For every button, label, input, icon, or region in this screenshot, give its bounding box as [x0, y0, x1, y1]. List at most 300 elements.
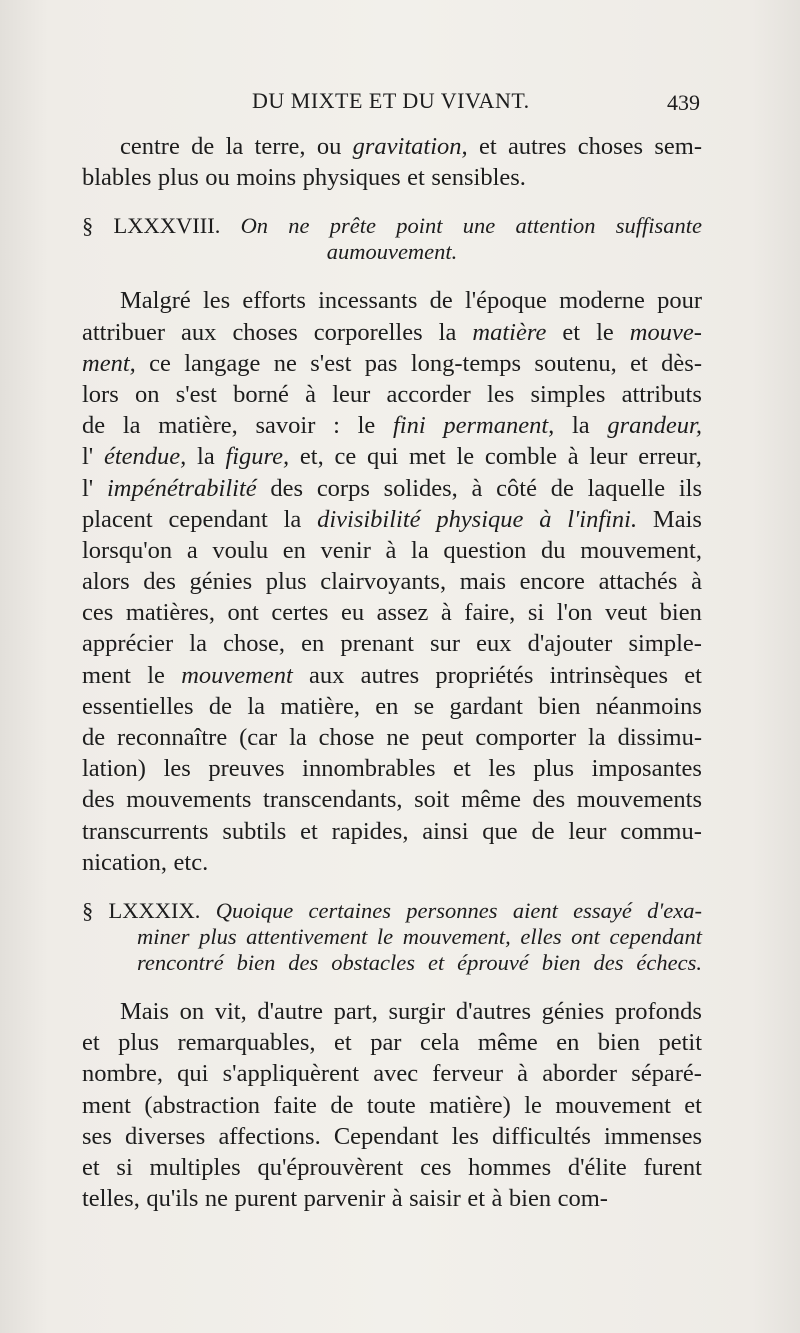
- word: et: [453, 755, 471, 783]
- word: savoir: [255, 412, 316, 440]
- word: soit: [414, 786, 450, 814]
- word: difficultés: [492, 1122, 591, 1150]
- word: preuves: [208, 755, 285, 783]
- word: les: [163, 755, 191, 783]
- word: placent: [82, 505, 153, 533]
- word: à: [305, 380, 316, 408]
- word: matière,: [280, 692, 360, 720]
- word: ils: [678, 474, 702, 502]
- word: des: [143, 568, 176, 596]
- page-header: [80, 88, 700, 118]
- word: ment: [82, 661, 131, 689]
- word: simples: [530, 380, 606, 408]
- word: erreur,: [638, 443, 702, 471]
- word: faire,: [464, 599, 516, 627]
- word: l': [82, 474, 94, 502]
- word: venir: [320, 536, 371, 564]
- word: à: [440, 599, 452, 627]
- word: qui: [177, 1060, 209, 1088]
- spacer: [82, 878, 702, 898]
- word: ne: [386, 724, 410, 751]
- word: se: [413, 692, 435, 720]
- word: l'infini.: [567, 505, 638, 533]
- word: imposantes: [591, 755, 702, 783]
- text-line: [82, 162, 702, 193]
- text-line: [82, 410, 702, 441]
- word: Mais: [120, 997, 169, 1025]
- word: et,: [299, 443, 324, 471]
- text-line: [82, 722, 702, 753]
- section-heading: [82, 213, 702, 265]
- word: et: [467, 1185, 486, 1213]
- word: affections.: [218, 1122, 321, 1150]
- word: à: [539, 505, 552, 533]
- word: et: [300, 817, 318, 845]
- word: échecs.: [636, 949, 702, 975]
- word: de: [330, 1091, 354, 1119]
- spacer: [82, 193, 702, 213]
- text-line: [82, 691, 702, 722]
- word: ont: [227, 599, 259, 627]
- word: matière): [429, 1091, 511, 1119]
- text-line: [82, 504, 702, 535]
- word: ment,: [82, 349, 136, 377]
- word: grandeur,: [607, 412, 702, 440]
- word: attachés: [598, 568, 678, 596]
- word: personnes: [406, 897, 498, 923]
- word: reconnaître: [117, 724, 228, 751]
- word: à: [385, 536, 397, 564]
- word: on: [179, 997, 205, 1025]
- word: ment: [82, 1091, 131, 1119]
- word: surgir: [388, 997, 446, 1025]
- word: plus: [157, 164, 199, 192]
- word: des: [593, 949, 624, 975]
- word: elles: [520, 923, 562, 949]
- word: à: [567, 443, 579, 471]
- word: génies: [541, 997, 605, 1025]
- word: pas: [364, 349, 398, 377]
- word: en: [556, 1029, 580, 1057]
- word: matière: [472, 318, 547, 346]
- word: physique: [436, 505, 524, 533]
- word: et: [334, 1029, 352, 1057]
- word: efforts: [242, 287, 306, 315]
- word: LXXXIX.: [108, 897, 201, 923]
- word: alors: [82, 568, 130, 596]
- word: subtils: [222, 817, 287, 845]
- word: de: [191, 133, 215, 160]
- word: bien: [659, 599, 702, 627]
- word: le: [357, 412, 376, 440]
- word: comble: [484, 443, 558, 471]
- text-line: [82, 753, 702, 784]
- word: bien: [236, 949, 276, 975]
- word: avec: [373, 1060, 419, 1088]
- text-line: [82, 950, 702, 976]
- word: sensibles.: [431, 164, 526, 192]
- word: en: [282, 536, 306, 564]
- word: Quoique: [215, 897, 294, 923]
- word: attribuer: [82, 318, 165, 346]
- word: clairvoyants,: [320, 568, 447, 596]
- word: plus: [265, 568, 307, 596]
- text-line: [82, 379, 702, 410]
- text-line: [82, 441, 702, 472]
- word: blables: [82, 164, 152, 192]
- word: chose: [318, 724, 375, 751]
- word: attention: [515, 213, 596, 239]
- spacer: [82, 265, 702, 285]
- text-line: [82, 784, 702, 815]
- word: plus: [533, 755, 575, 783]
- word: étendue,: [103, 443, 187, 471]
- word: ferveur: [432, 1060, 503, 1088]
- word: immenses: [603, 1122, 702, 1150]
- word: ses: [82, 1122, 112, 1150]
- word: par: [370, 1029, 402, 1057]
- word: et: [684, 1091, 702, 1119]
- word: encore: [519, 568, 585, 596]
- text-line: [82, 1183, 702, 1214]
- word: autres: [360, 661, 420, 689]
- word: moins: [236, 164, 297, 192]
- word: la: [438, 318, 457, 346]
- word: mouvement,: [580, 536, 702, 564]
- word: leur: [332, 380, 371, 408]
- word: incessants: [318, 287, 418, 315]
- paragraph: [82, 131, 702, 193]
- word: des: [82, 786, 115, 814]
- word: nication,: [82, 848, 168, 876]
- word: l'époque: [464, 287, 547, 315]
- text-line: [82, 1090, 702, 1121]
- word: les: [451, 1122, 479, 1150]
- word: essayé: [573, 897, 632, 923]
- word: attributs: [621, 380, 702, 408]
- word: la: [411, 536, 429, 564]
- text-line: [82, 239, 702, 265]
- word: veut: [604, 599, 648, 627]
- word: commu-: [620, 817, 702, 845]
- word: s'est: [175, 380, 217, 408]
- word: le: [596, 318, 614, 346]
- word: et: [82, 1153, 100, 1181]
- word: ou: [316, 133, 342, 160]
- word: met: [409, 443, 446, 471]
- word: et: [82, 1029, 100, 1057]
- word: à: [471, 474, 483, 502]
- word: langage: [184, 349, 261, 377]
- word: d'ajouter: [527, 630, 613, 658]
- word: cela: [419, 1029, 460, 1057]
- word: et: [562, 318, 581, 346]
- text-line: [82, 348, 702, 379]
- word: mouvements: [126, 786, 252, 814]
- word: la: [247, 692, 266, 720]
- word: d'exa-: [647, 897, 702, 923]
- word: corporelles: [313, 318, 423, 346]
- word: le: [456, 443, 475, 471]
- word: §: [82, 897, 94, 923]
- word: miner: [137, 923, 190, 949]
- word: mouve-: [629, 318, 702, 346]
- word: et: [407, 164, 425, 192]
- word: même: [477, 1029, 538, 1057]
- word: impénétrabilité: [106, 474, 257, 502]
- word: leur: [589, 443, 628, 471]
- word: physiques: [302, 164, 401, 192]
- word: mouvement.: [349, 239, 458, 265]
- word: aborder: [542, 1060, 618, 1088]
- word: cependant: [168, 505, 268, 533]
- text-line: [82, 473, 702, 504]
- word: le: [376, 923, 394, 949]
- text-line: [82, 847, 702, 878]
- word: une: [462, 213, 496, 239]
- word: laquelle: [587, 474, 666, 502]
- text-line: [82, 566, 702, 597]
- word: comporter: [475, 724, 577, 751]
- word: en: [375, 692, 399, 720]
- word: de: [429, 287, 453, 315]
- word: à: [517, 1060, 529, 1088]
- word: mouvements: [576, 786, 702, 814]
- word: bien: [508, 1185, 552, 1213]
- word: question: [443, 536, 527, 564]
- word: prenant: [340, 630, 414, 658]
- running-head: DU MIXTE ET DU VIVANT.: [252, 88, 530, 113]
- word: telles,: [82, 1185, 140, 1213]
- word: soutenu,: [534, 349, 617, 377]
- word: lors: [82, 380, 119, 408]
- word: la: [588, 724, 606, 751]
- word: de: [82, 412, 106, 440]
- word: la: [122, 412, 141, 440]
- word: matière,: [158, 412, 238, 440]
- word: hommes: [468, 1153, 552, 1181]
- word: (abstraction: [144, 1091, 261, 1119]
- word: transcurrents: [82, 817, 209, 845]
- word: d'autres: [455, 997, 531, 1025]
- word: vit,: [214, 997, 247, 1025]
- word: permanent,: [443, 412, 555, 440]
- word: ont: [571, 923, 600, 949]
- word: de: [82, 724, 106, 751]
- word: aux: [309, 661, 345, 689]
- word: Mais: [652, 505, 702, 533]
- word: voulu: [212, 536, 269, 564]
- word: parvenir: [303, 1185, 386, 1213]
- word: chose,: [223, 630, 286, 658]
- word: intrinsèques: [549, 661, 669, 689]
- text-line: [82, 660, 702, 691]
- text-line: [82, 996, 702, 1027]
- word: ne: [288, 213, 310, 239]
- word: la: [283, 505, 302, 533]
- word: nombre,: [82, 1060, 163, 1088]
- text-line: [82, 317, 702, 348]
- word: ou: [205, 164, 230, 192]
- word: la: [189, 630, 207, 658]
- word: même: [461, 786, 521, 814]
- word: Malgré: [120, 287, 191, 315]
- body-text: [82, 131, 702, 1214]
- word: et: [630, 349, 648, 377]
- word: pour: [657, 287, 702, 315]
- word: ce: [334, 443, 357, 471]
- word: prête: [329, 213, 377, 239]
- word: les: [202, 287, 231, 315]
- word: On: [240, 213, 269, 239]
- word: génies: [189, 568, 253, 596]
- word: si: [527, 599, 545, 627]
- word: à: [691, 568, 702, 596]
- text-line: [82, 898, 702, 924]
- word: mouvement: [181, 661, 293, 689]
- text-line: [82, 131, 702, 162]
- spacer: [82, 976, 702, 996]
- word: plus: [199, 923, 237, 949]
- word: mouvement,: [402, 923, 511, 949]
- section-heading: [82, 898, 702, 976]
- word: essentielles: [82, 692, 194, 720]
- word: à: [491, 1185, 503, 1213]
- word: le: [147, 661, 165, 689]
- word: de: [531, 817, 555, 845]
- word: profonds: [614, 997, 702, 1025]
- word: éprouvé: [457, 949, 529, 975]
- word: rencontré: [137, 949, 224, 975]
- word: Cependant: [333, 1122, 439, 1150]
- word: lorsqu'on: [82, 536, 173, 564]
- word: com-: [557, 1185, 608, 1213]
- word: part,: [333, 997, 378, 1025]
- word: petit: [658, 1029, 702, 1057]
- word: que: [482, 817, 518, 845]
- word: corps: [316, 474, 370, 502]
- word: point: [396, 213, 443, 239]
- word: multiples: [149, 1153, 241, 1181]
- word: ne: [273, 349, 297, 377]
- word: choses: [577, 133, 644, 160]
- text-line: [82, 1027, 702, 1058]
- word: furent: [643, 1153, 702, 1181]
- word: cependant: [609, 923, 702, 949]
- text-line: [82, 1058, 702, 1089]
- word: solides,: [383, 474, 458, 502]
- word: a: [186, 536, 198, 564]
- word: certaines: [308, 897, 391, 923]
- word: apprécier: [82, 630, 174, 658]
- text-line: [82, 535, 702, 566]
- word: au: [326, 239, 350, 265]
- word: certes: [271, 599, 329, 627]
- word: ces: [420, 1153, 452, 1181]
- word: bien: [538, 692, 581, 720]
- text-line: [82, 1152, 702, 1183]
- text-line: [82, 628, 702, 659]
- word: saisir: [409, 1185, 461, 1213]
- word: la: [289, 724, 307, 751]
- word: aient: [512, 897, 558, 923]
- word: l': [82, 443, 94, 471]
- word: des: [532, 786, 566, 814]
- paragraph: [82, 285, 702, 878]
- word: suffisante: [615, 213, 702, 239]
- word: si: [116, 1153, 133, 1181]
- word: d'autre: [257, 997, 324, 1025]
- word: obstacles: [331, 949, 415, 975]
- text-line: [82, 597, 702, 628]
- text-line: [82, 213, 702, 239]
- word: de: [550, 474, 574, 502]
- text-line: [82, 924, 702, 950]
- word: innombrables: [302, 755, 436, 783]
- word: néanmoins: [595, 692, 702, 720]
- word: s'appliquèrent: [222, 1060, 360, 1088]
- word: sur: [430, 630, 460, 658]
- word: eux: [476, 630, 512, 658]
- word: diverses: [125, 1122, 206, 1150]
- word: etc.: [173, 848, 209, 876]
- word: divisibilité: [317, 505, 421, 533]
- word: séparé-: [631, 1060, 702, 1088]
- word: les: [488, 755, 516, 783]
- word: le: [524, 1091, 542, 1119]
- word: figure,: [225, 443, 290, 471]
- word: côté: [496, 474, 537, 502]
- word: leur: [568, 817, 607, 845]
- word: (car: [239, 724, 278, 751]
- word: de: [208, 692, 233, 720]
- word: la: [571, 412, 590, 440]
- word: simple-: [628, 630, 702, 658]
- word: transcendants,: [263, 786, 403, 814]
- word: dès-: [661, 349, 702, 377]
- word: peut: [421, 724, 464, 751]
- word: du: [541, 536, 566, 564]
- word: :: [333, 412, 340, 440]
- word: ne: [204, 1185, 229, 1213]
- word: on: [134, 380, 160, 408]
- word: la: [197, 443, 215, 471]
- word: bien: [597, 1029, 640, 1057]
- word: ainsi: [422, 817, 469, 845]
- word: gardant: [449, 692, 523, 720]
- word: attentivement: [246, 923, 368, 949]
- word: gravitation,: [352, 133, 468, 160]
- word: choses: [232, 318, 298, 346]
- word: propriétés: [435, 661, 534, 689]
- word: toute: [366, 1091, 416, 1119]
- text-line: [82, 816, 702, 847]
- word: matières,: [125, 599, 215, 627]
- word: borné: [233, 380, 289, 408]
- word: l'on: [556, 599, 593, 627]
- word: moderne: [559, 287, 645, 315]
- word: s'est: [310, 349, 352, 377]
- paragraph: [82, 996, 702, 1214]
- word: qui: [366, 443, 399, 471]
- word: plus: [118, 1029, 159, 1057]
- word: fini: [392, 412, 426, 440]
- text-line: [82, 285, 702, 316]
- word: autres: [507, 133, 567, 160]
- text-line: [82, 1121, 702, 1152]
- word: eu: [340, 599, 365, 627]
- word: mais: [459, 568, 507, 596]
